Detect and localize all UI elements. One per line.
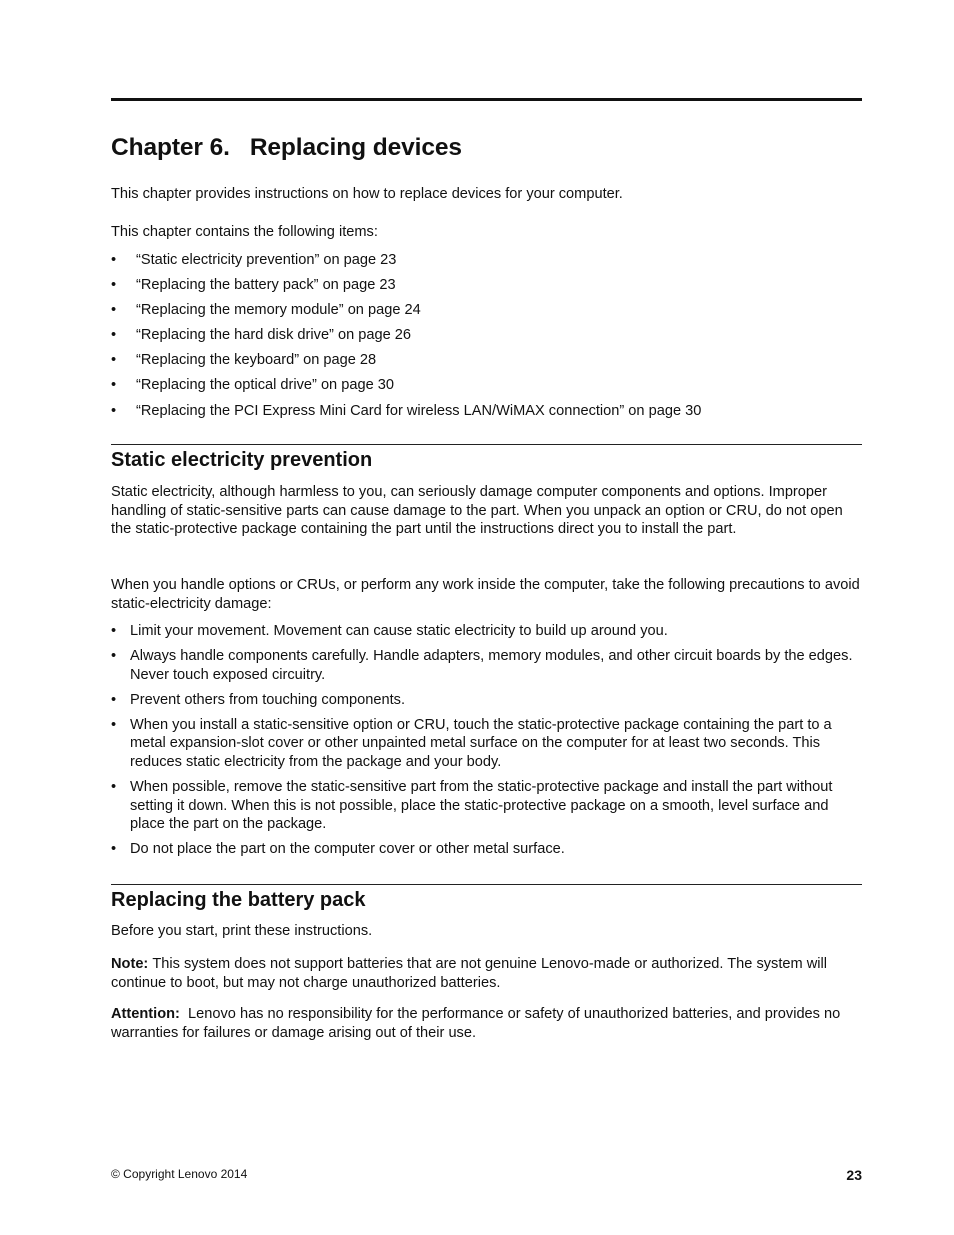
static-section-heading: Static electricity prevention (111, 449, 373, 471)
battery-intro: Before you start, print these instructions. (111, 923, 373, 939)
section-divider (111, 884, 862, 885)
chapter-number: Chapter 6. (111, 134, 230, 161)
list-item[interactable]: • “Static electricity prevention” on page 23 (111, 251, 862, 270)
chapter-title (111, 134, 462, 162)
copyright-footer: © Copyright Lenovo 2014 (111, 1167, 248, 1181)
attention-text: Lenovo has no responsibility for the performance or safety of unauthorized batteries, and provides no warranties for failures or damage arising out of their use. (111, 1006, 841, 1041)
section-divider (111, 444, 862, 445)
static-paragraph-1: Static electricity, although harmless to you, can seriously damage computer components and options. Improper handling of static-sensitive parts can cause damage to the part. When you unpack an option or CRU, do not open the static-protective package containing the part until the instructions direct you to install the part. (111, 484, 843, 538)
list-item[interactable]: • “Replacing the memory module” on page 24 (111, 301, 862, 320)
note-label: Note: (111, 956, 149, 972)
attention-label: Attention: (111, 1006, 180, 1022)
chapter-top-rule (111, 98, 862, 101)
list-item[interactable]: • “Replacing the keyboard” on page 28 (111, 351, 862, 370)
list-item[interactable]: • “Replacing the PCI Express Mini Card for wireless LAN/WiMAX connection” on page 30 (111, 402, 862, 421)
note-text: This system does not support batteries that are not genuine Lenovo-made or authorized. The system will continue to boot, but may not charge unauthorized batteries. (111, 956, 828, 991)
attention-paragraph (111, 1005, 862, 1042)
list-item: • When possible, remove the static-sensitive part from the static-protective package and install the part without setting it down. When this is not possible, place the static-protective package on a smooth, level surface and place the part on the package. (111, 778, 862, 834)
chapter-item-list (111, 251, 862, 427)
precaution-list (111, 622, 862, 866)
list-item: • Limit your movement. Movement can cause static electricity to build up around you. (111, 622, 862, 641)
list-item[interactable]: • “Replacing the optical drive” on page 30 (111, 376, 862, 395)
note-paragraph (111, 955, 862, 992)
chapter-title-text: Replacing devices (249, 134, 462, 161)
battery-section-heading: Replacing the battery pack (111, 889, 366, 911)
chapter-intro: This chapter provides instructions on how to replace devices for your computer. (111, 186, 623, 202)
list-item: • Do not place the part on the computer cover or other metal surface. (111, 840, 862, 859)
list-item[interactable]: • “Replacing the hard disk drive” on page 26 (111, 326, 862, 345)
list-item: • Always handle components carefully. Handle adapters, memory modules, and other circuit boards by the edges. Never touch exposed circuitry. (111, 647, 862, 684)
list-item: • Prevent others from touching components. (111, 691, 862, 710)
static-paragraph-2: When you handle options or CRUs, or perform any work inside the computer, take the following precautions to avoid static-electricity damage: (111, 577, 860, 612)
page-number: 23 (846, 1167, 862, 1183)
list-item: • When you install a static-sensitive option or CRU, touch the static-protective package containing the part to a metal expansion-slot cover or other unpainted metal surface on the computer for at least two seconds. This reduces static electricity from the package and your body. (111, 716, 862, 772)
list-item[interactable]: • “Replacing the battery pack” on page 23 (111, 276, 862, 295)
chapter-contains-label: This chapter contains the following items: (111, 224, 378, 240)
